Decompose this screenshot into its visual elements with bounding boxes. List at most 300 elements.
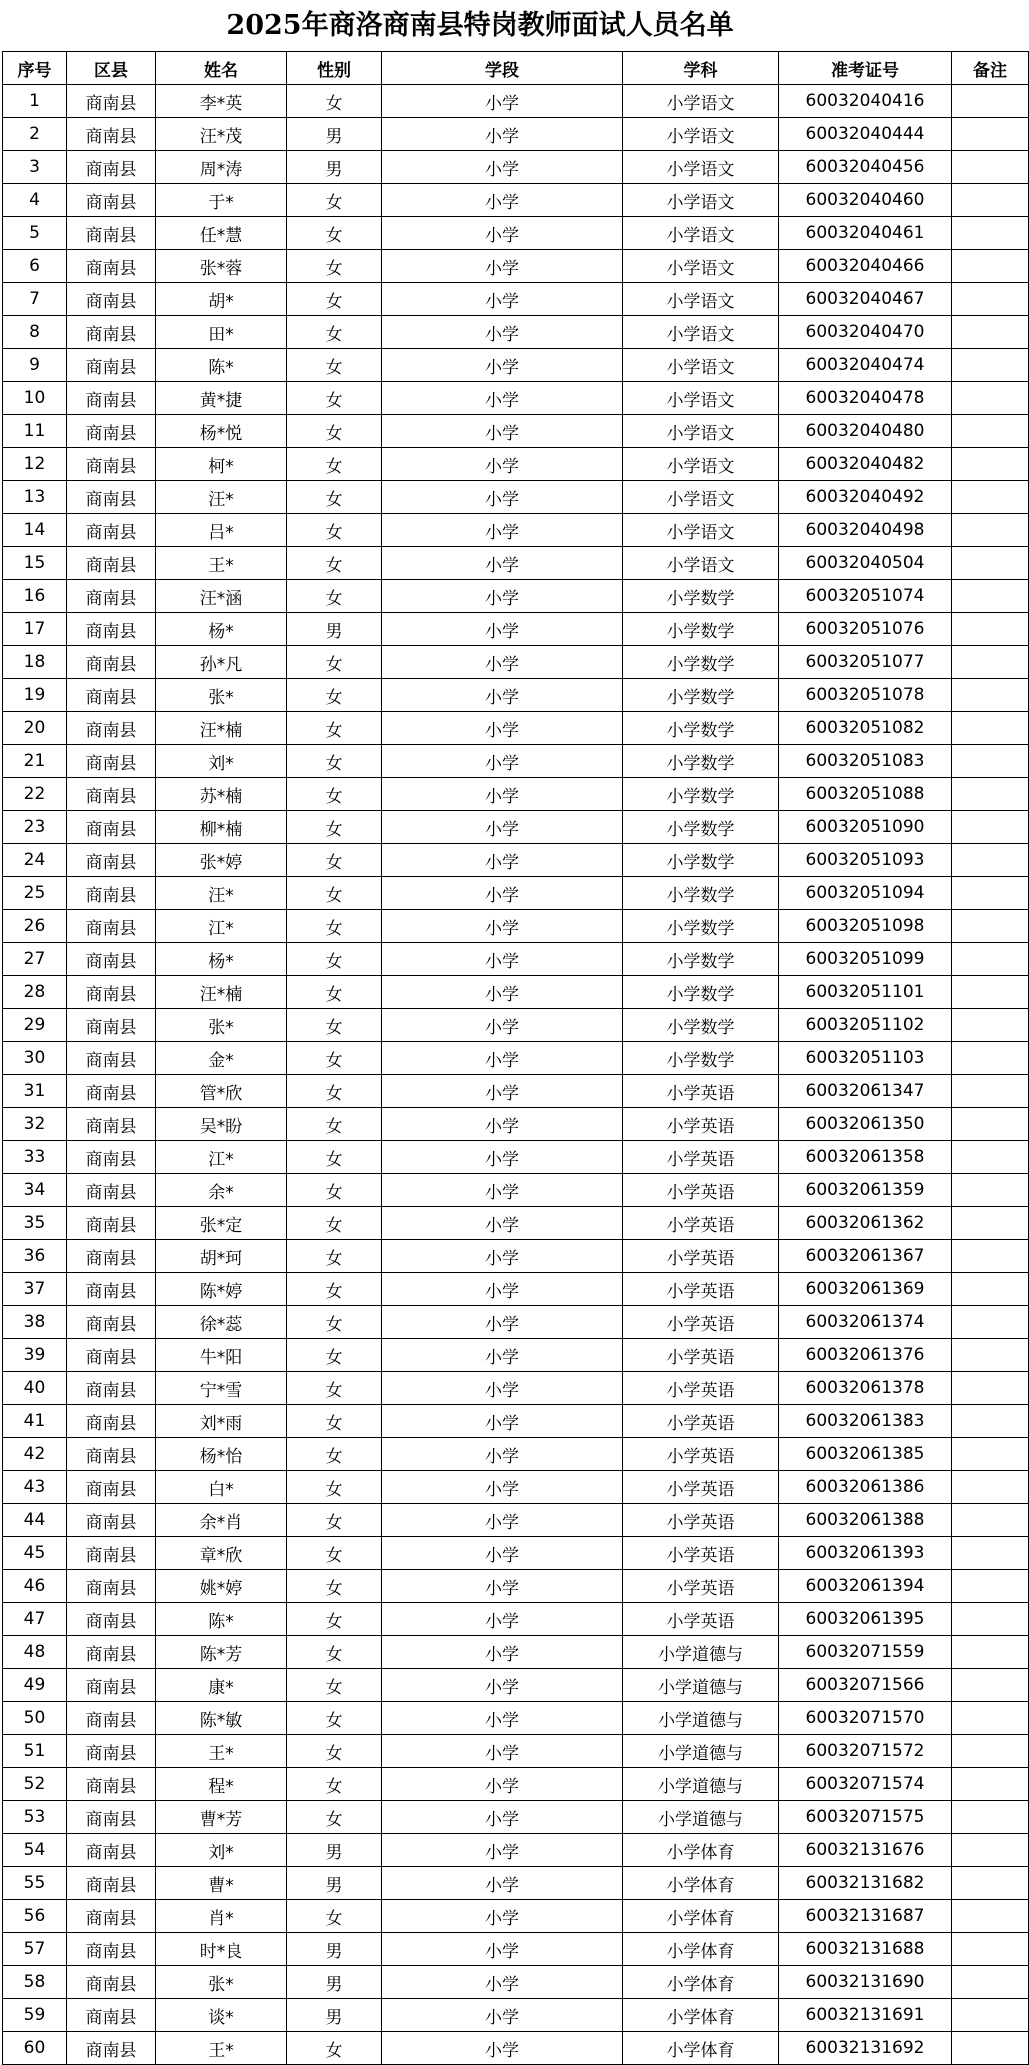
serial-number-cell: 19 bbox=[3, 679, 67, 712]
school-level-cell: 小学 bbox=[382, 1834, 623, 1867]
remarks-cell bbox=[952, 1702, 1029, 1735]
remarks-cell bbox=[952, 976, 1029, 1009]
remarks-cell bbox=[952, 118, 1029, 151]
school-level-cell: 小学 bbox=[382, 1372, 623, 1405]
subject-cell: 小学语文 bbox=[623, 382, 779, 415]
exam-ticket-number-cell: 60032061347 bbox=[779, 1075, 952, 1108]
school-level-cell: 小学 bbox=[382, 1999, 623, 2032]
county-cell: 商南县 bbox=[67, 1867, 156, 1900]
gender-cell: 女 bbox=[287, 1306, 382, 1339]
subject-cell: 小学语文 bbox=[623, 118, 779, 151]
name-cell: 肖* bbox=[156, 1900, 287, 1933]
school-level-cell: 小学 bbox=[382, 1042, 623, 1075]
name-cell: 任*慧 bbox=[156, 217, 287, 250]
name-cell: 王* bbox=[156, 547, 287, 580]
serial-number-cell: 39 bbox=[3, 1339, 67, 1372]
remarks-cell bbox=[952, 1735, 1029, 1768]
serial-number-cell: 15 bbox=[3, 547, 67, 580]
name-cell: 杨* bbox=[156, 613, 287, 646]
table-row bbox=[3, 316, 1029, 349]
serial-number-cell: 45 bbox=[3, 1537, 67, 1570]
table-row bbox=[3, 2032, 1029, 2065]
gender-cell: 女 bbox=[287, 1240, 382, 1273]
exam-ticket-number-cell: 60032040467 bbox=[779, 283, 952, 316]
table-row bbox=[3, 1438, 1029, 1471]
remarks-cell bbox=[952, 679, 1029, 712]
gender-cell: 女 bbox=[287, 514, 382, 547]
exam-ticket-number-cell: 60032051099 bbox=[779, 943, 952, 976]
subject-cell: 小学数学 bbox=[623, 1042, 779, 1075]
school-level-cell: 小学 bbox=[382, 85, 623, 118]
school-level-cell: 小学 bbox=[382, 679, 623, 712]
name-cell: 徐*蕊 bbox=[156, 1306, 287, 1339]
county-cell: 商南县 bbox=[67, 1966, 156, 1999]
county-cell: 商南县 bbox=[67, 382, 156, 415]
subject-cell: 小学数学 bbox=[623, 712, 779, 745]
table-row bbox=[3, 184, 1029, 217]
name-cell: 金* bbox=[156, 1042, 287, 1075]
name-cell: 杨*怡 bbox=[156, 1438, 287, 1471]
remarks-cell bbox=[952, 1273, 1029, 1306]
subject-cell: 小学语文 bbox=[623, 85, 779, 118]
table-row bbox=[3, 448, 1029, 481]
county-cell: 商南县 bbox=[67, 85, 156, 118]
serial-number-cell: 33 bbox=[3, 1141, 67, 1174]
exam-ticket-number-cell: 60032040461 bbox=[779, 217, 952, 250]
school-level-cell: 小学 bbox=[382, 415, 623, 448]
remarks-cell bbox=[952, 1801, 1029, 1834]
remarks-cell bbox=[952, 382, 1029, 415]
exam-ticket-number-cell: 60032061394 bbox=[779, 1570, 952, 1603]
subject-cell: 小学道德与 bbox=[623, 1636, 779, 1669]
school-level-cell: 小学 bbox=[382, 1471, 623, 1504]
exam-ticket-number-cell: 60032051102 bbox=[779, 1009, 952, 1042]
name-cell: 胡*珂 bbox=[156, 1240, 287, 1273]
header-gender: 性别 bbox=[287, 52, 382, 85]
remarks-cell bbox=[952, 514, 1029, 547]
table-row bbox=[3, 85, 1029, 118]
county-cell: 商南县 bbox=[67, 1900, 156, 1933]
page-title: 2025年商洛商南县特岗教师面试人员名单 bbox=[226, 10, 734, 41]
table-row bbox=[3, 1702, 1029, 1735]
name-cell: 田* bbox=[156, 316, 287, 349]
exam-ticket-number-cell: 60032040492 bbox=[779, 481, 952, 514]
exam-ticket-number-cell: 60032040482 bbox=[779, 448, 952, 481]
school-level-cell: 小学 bbox=[382, 1174, 623, 1207]
name-cell: 王* bbox=[156, 2032, 287, 2065]
name-cell: 李*英 bbox=[156, 85, 287, 118]
name-cell: 管*欣 bbox=[156, 1075, 287, 1108]
name-cell: 陈*婷 bbox=[156, 1273, 287, 1306]
subject-cell: 小学语文 bbox=[623, 283, 779, 316]
gender-cell: 女 bbox=[287, 349, 382, 382]
remarks-cell bbox=[952, 1042, 1029, 1075]
exam-ticket-number-cell: 60032071575 bbox=[779, 1801, 952, 1834]
exam-ticket-number-cell: 60032040504 bbox=[779, 547, 952, 580]
name-cell: 余*肖 bbox=[156, 1504, 287, 1537]
gender-cell: 女 bbox=[287, 1801, 382, 1834]
gender-cell: 女 bbox=[287, 1669, 382, 1702]
table-row bbox=[3, 415, 1029, 448]
remarks-cell bbox=[952, 613, 1029, 646]
county-cell: 商南县 bbox=[67, 1933, 156, 1966]
county-cell: 商南县 bbox=[67, 1669, 156, 1702]
school-level-cell: 小学 bbox=[382, 217, 623, 250]
remarks-cell bbox=[952, 1570, 1029, 1603]
remarks-cell bbox=[952, 349, 1029, 382]
gender-cell: 女 bbox=[287, 1108, 382, 1141]
table-row bbox=[3, 1900, 1029, 1933]
exam-ticket-number-cell: 60032131690 bbox=[779, 1966, 952, 1999]
county-cell: 商南县 bbox=[67, 1372, 156, 1405]
exam-ticket-number-cell: 60032051101 bbox=[779, 976, 952, 1009]
county-cell: 商南县 bbox=[67, 877, 156, 910]
gender-cell: 女 bbox=[287, 976, 382, 1009]
school-level-cell: 小学 bbox=[382, 877, 623, 910]
exam-ticket-number-cell: 60032061388 bbox=[779, 1504, 952, 1537]
table-body bbox=[3, 85, 1029, 2065]
table-row bbox=[3, 1075, 1029, 1108]
name-cell: 胡* bbox=[156, 283, 287, 316]
serial-number-cell: 40 bbox=[3, 1372, 67, 1405]
name-cell: 时*良 bbox=[156, 1933, 287, 1966]
gender-cell: 女 bbox=[287, 316, 382, 349]
school-level-cell: 小学 bbox=[382, 1009, 623, 1042]
county-cell: 商南县 bbox=[67, 1834, 156, 1867]
serial-number-cell: 36 bbox=[3, 1240, 67, 1273]
table-row bbox=[3, 1999, 1029, 2032]
gender-cell: 女 bbox=[287, 1075, 382, 1108]
serial-number-cell: 50 bbox=[3, 1702, 67, 1735]
county-cell: 商南县 bbox=[67, 547, 156, 580]
name-cell: 汪*涵 bbox=[156, 580, 287, 613]
exam-ticket-number-cell: 60032040480 bbox=[779, 415, 952, 448]
gender-cell: 女 bbox=[287, 1636, 382, 1669]
exam-ticket-number-cell: 60032051088 bbox=[779, 778, 952, 811]
exam-ticket-number-cell: 60032040478 bbox=[779, 382, 952, 415]
school-level-cell: 小学 bbox=[382, 613, 623, 646]
subject-cell: 小学英语 bbox=[623, 1603, 779, 1636]
county-cell: 商南县 bbox=[67, 481, 156, 514]
name-cell: 陈*敏 bbox=[156, 1702, 287, 1735]
exam-ticket-number-cell: 60032061385 bbox=[779, 1438, 952, 1471]
gender-cell: 女 bbox=[287, 1207, 382, 1240]
serial-number-cell: 2 bbox=[3, 118, 67, 151]
county-cell: 商南县 bbox=[67, 2032, 156, 2065]
name-cell: 宁*雪 bbox=[156, 1372, 287, 1405]
subject-cell: 小学数学 bbox=[623, 943, 779, 976]
school-level-cell: 小学 bbox=[382, 1141, 623, 1174]
gender-cell: 女 bbox=[287, 1372, 382, 1405]
gender-cell: 女 bbox=[287, 1042, 382, 1075]
subject-cell: 小学英语 bbox=[623, 1306, 779, 1339]
gender-cell: 女 bbox=[287, 1702, 382, 1735]
remarks-cell bbox=[952, 316, 1029, 349]
school-level-cell: 小学 bbox=[382, 1405, 623, 1438]
name-cell: 张*定 bbox=[156, 1207, 287, 1240]
subject-cell: 小学语文 bbox=[623, 250, 779, 283]
gender-cell: 女 bbox=[287, 1504, 382, 1537]
table-row bbox=[3, 1207, 1029, 1240]
header-remarks: 备注 bbox=[952, 52, 1029, 85]
serial-number-cell: 22 bbox=[3, 778, 67, 811]
remarks-cell bbox=[952, 910, 1029, 943]
subject-cell: 小学英语 bbox=[623, 1570, 779, 1603]
subject-cell: 小学语文 bbox=[623, 448, 779, 481]
table-row bbox=[3, 1966, 1029, 1999]
remarks-cell bbox=[952, 1306, 1029, 1339]
serial-number-cell: 53 bbox=[3, 1801, 67, 1834]
remarks-cell bbox=[952, 1537, 1029, 1570]
gender-cell: 女 bbox=[287, 1141, 382, 1174]
gender-cell: 女 bbox=[287, 1339, 382, 1372]
table-row bbox=[3, 712, 1029, 745]
gender-cell: 男 bbox=[287, 1834, 382, 1867]
name-cell: 刘* bbox=[156, 1834, 287, 1867]
county-cell: 商南县 bbox=[67, 316, 156, 349]
remarks-cell bbox=[952, 547, 1029, 580]
gender-cell: 女 bbox=[287, 811, 382, 844]
name-cell: 谈* bbox=[156, 1999, 287, 2032]
header-serial-number: 序号 bbox=[3, 52, 67, 85]
school-level-cell: 小学 bbox=[382, 1636, 623, 1669]
county-cell: 商南县 bbox=[67, 679, 156, 712]
gender-cell: 男 bbox=[287, 613, 382, 646]
exam-ticket-number-cell: 60032051094 bbox=[779, 877, 952, 910]
serial-number-cell: 42 bbox=[3, 1438, 67, 1471]
subject-cell: 小学数学 bbox=[623, 976, 779, 1009]
school-level-cell: 小学 bbox=[382, 1339, 623, 1372]
serial-number-cell: 48 bbox=[3, 1636, 67, 1669]
name-cell: 吴*盼 bbox=[156, 1108, 287, 1141]
table-row bbox=[3, 1174, 1029, 1207]
remarks-cell bbox=[952, 481, 1029, 514]
serial-number-cell: 38 bbox=[3, 1306, 67, 1339]
table-row bbox=[3, 1504, 1029, 1537]
exam-ticket-number-cell: 60032040456 bbox=[779, 151, 952, 184]
serial-number-cell: 12 bbox=[3, 448, 67, 481]
subject-cell: 小学道德与 bbox=[623, 1735, 779, 1768]
serial-number-cell: 47 bbox=[3, 1603, 67, 1636]
name-cell: 曹*芳 bbox=[156, 1801, 287, 1834]
exam-ticket-number-cell: 60032040444 bbox=[779, 118, 952, 151]
gender-cell: 女 bbox=[287, 910, 382, 943]
table-row bbox=[3, 250, 1029, 283]
county-cell: 商南县 bbox=[67, 1603, 156, 1636]
remarks-cell bbox=[952, 1141, 1029, 1174]
county-cell: 商南县 bbox=[67, 1306, 156, 1339]
serial-number-cell: 51 bbox=[3, 1735, 67, 1768]
subject-cell: 小学英语 bbox=[623, 1207, 779, 1240]
subject-cell: 小学语文 bbox=[623, 415, 779, 448]
county-cell: 商南县 bbox=[67, 811, 156, 844]
subject-cell: 小学数学 bbox=[623, 877, 779, 910]
remarks-cell bbox=[952, 943, 1029, 976]
school-level-cell: 小学 bbox=[382, 184, 623, 217]
name-cell: 刘* bbox=[156, 745, 287, 778]
table-row bbox=[3, 1042, 1029, 1075]
school-level-cell: 小学 bbox=[382, 1207, 623, 1240]
school-level-cell: 小学 bbox=[382, 283, 623, 316]
name-cell: 余* bbox=[156, 1174, 287, 1207]
subject-cell: 小学英语 bbox=[623, 1405, 779, 1438]
county-cell: 商南县 bbox=[67, 1636, 156, 1669]
gender-cell: 女 bbox=[287, 712, 382, 745]
serial-number-cell: 11 bbox=[3, 415, 67, 448]
county-cell: 商南县 bbox=[67, 976, 156, 1009]
gender-cell: 女 bbox=[287, 1009, 382, 1042]
name-cell: 程* bbox=[156, 1768, 287, 1801]
county-cell: 商南县 bbox=[67, 745, 156, 778]
name-cell: 陈* bbox=[156, 349, 287, 382]
remarks-cell bbox=[952, 1207, 1029, 1240]
table-row bbox=[3, 646, 1029, 679]
remarks-cell bbox=[952, 1174, 1029, 1207]
school-level-cell: 小学 bbox=[382, 1603, 623, 1636]
gender-cell: 女 bbox=[287, 1735, 382, 1768]
header-county: 区县 bbox=[67, 52, 156, 85]
county-cell: 商南县 bbox=[67, 349, 156, 382]
gender-cell: 女 bbox=[287, 1900, 382, 1933]
subject-cell: 小学语文 bbox=[623, 217, 779, 250]
subject-cell: 小学体育 bbox=[623, 1834, 779, 1867]
name-cell: 白* bbox=[156, 1471, 287, 1504]
name-cell: 张*婷 bbox=[156, 844, 287, 877]
county-cell: 商南县 bbox=[67, 514, 156, 547]
subject-cell: 小学数学 bbox=[623, 910, 779, 943]
gender-cell: 女 bbox=[287, 745, 382, 778]
serial-number-cell: 5 bbox=[3, 217, 67, 250]
exam-ticket-number-cell: 60032131687 bbox=[779, 1900, 952, 1933]
table-row bbox=[3, 1471, 1029, 1504]
name-cell: 张* bbox=[156, 679, 287, 712]
name-cell: 陈* bbox=[156, 1603, 287, 1636]
school-level-cell: 小学 bbox=[382, 481, 623, 514]
county-cell: 商南县 bbox=[67, 1735, 156, 1768]
remarks-cell bbox=[952, 745, 1029, 778]
school-level-cell: 小学 bbox=[382, 1669, 623, 1702]
remarks-cell bbox=[952, 1075, 1029, 1108]
subject-cell: 小学体育 bbox=[623, 1933, 779, 1966]
county-cell: 商南县 bbox=[67, 613, 156, 646]
serial-number-cell: 41 bbox=[3, 1405, 67, 1438]
remarks-cell bbox=[952, 1108, 1029, 1141]
remarks-cell bbox=[952, 1999, 1029, 2032]
subject-cell: 小学英语 bbox=[623, 1339, 779, 1372]
remarks-cell bbox=[952, 250, 1029, 283]
exam-ticket-number-cell: 60032131688 bbox=[779, 1933, 952, 1966]
serial-number-cell: 4 bbox=[3, 184, 67, 217]
header-exam-ticket-number: 准考证号 bbox=[779, 52, 952, 85]
subject-cell: 小学英语 bbox=[623, 1537, 779, 1570]
remarks-cell bbox=[952, 1240, 1029, 1273]
table-row bbox=[3, 976, 1029, 1009]
table-row bbox=[3, 1669, 1029, 1702]
school-level-cell: 小学 bbox=[382, 2032, 623, 2065]
subject-cell: 小学英语 bbox=[623, 1075, 779, 1108]
exam-ticket-number-cell: 60032131692 bbox=[779, 2032, 952, 2065]
serial-number-cell: 34 bbox=[3, 1174, 67, 1207]
serial-number-cell: 58 bbox=[3, 1966, 67, 1999]
gender-cell: 女 bbox=[287, 1174, 382, 1207]
name-cell: 于* bbox=[156, 184, 287, 217]
county-cell: 商南县 bbox=[67, 580, 156, 613]
subject-cell: 小学语文 bbox=[623, 514, 779, 547]
subject-cell: 小学道德与 bbox=[623, 1768, 779, 1801]
name-cell: 章*欣 bbox=[156, 1537, 287, 1570]
gender-cell: 女 bbox=[287, 415, 382, 448]
serial-number-cell: 21 bbox=[3, 745, 67, 778]
table-row bbox=[3, 877, 1029, 910]
remarks-cell bbox=[952, 217, 1029, 250]
subject-cell: 小学英语 bbox=[623, 1273, 779, 1306]
county-cell: 商南县 bbox=[67, 1207, 156, 1240]
gender-cell: 女 bbox=[287, 382, 382, 415]
school-level-cell: 小学 bbox=[382, 1306, 623, 1339]
table-row bbox=[3, 844, 1029, 877]
serial-number-cell: 37 bbox=[3, 1273, 67, 1306]
exam-ticket-number-cell: 60032051077 bbox=[779, 646, 952, 679]
table-row bbox=[3, 811, 1029, 844]
exam-ticket-number-cell: 60032071572 bbox=[779, 1735, 952, 1768]
serial-number-cell: 25 bbox=[3, 877, 67, 910]
name-cell: 陈*芳 bbox=[156, 1636, 287, 1669]
gender-cell: 男 bbox=[287, 1966, 382, 1999]
table-row bbox=[3, 1570, 1029, 1603]
table-row bbox=[3, 1768, 1029, 1801]
subject-cell: 小学道德与 bbox=[623, 1801, 779, 1834]
remarks-cell bbox=[952, 1834, 1029, 1867]
serial-number-cell: 46 bbox=[3, 1570, 67, 1603]
county-cell: 商南县 bbox=[67, 151, 156, 184]
gender-cell: 女 bbox=[287, 547, 382, 580]
gender-cell: 女 bbox=[287, 481, 382, 514]
serial-number-cell: 30 bbox=[3, 1042, 67, 1075]
county-cell: 商南县 bbox=[67, 646, 156, 679]
school-level-cell: 小学 bbox=[382, 118, 623, 151]
header-name: 姓名 bbox=[156, 52, 287, 85]
remarks-cell bbox=[952, 151, 1029, 184]
table-row bbox=[3, 1933, 1029, 1966]
subject-cell: 小学数学 bbox=[623, 646, 779, 679]
remarks-cell bbox=[952, 1438, 1029, 1471]
school-level-cell: 小学 bbox=[382, 448, 623, 481]
header-subject: 学科 bbox=[623, 52, 779, 85]
subject-cell: 小学道德与 bbox=[623, 1669, 779, 1702]
gender-cell: 女 bbox=[287, 1537, 382, 1570]
name-cell: 吕* bbox=[156, 514, 287, 547]
exam-ticket-number-cell: 60032040416 bbox=[779, 85, 952, 118]
remarks-cell bbox=[952, 85, 1029, 118]
school-level-cell: 小学 bbox=[382, 1075, 623, 1108]
serial-number-cell: 16 bbox=[3, 580, 67, 613]
table-row bbox=[3, 1240, 1029, 1273]
subject-cell: 小学英语 bbox=[623, 1504, 779, 1537]
county-cell: 商南县 bbox=[67, 943, 156, 976]
school-level-cell: 小学 bbox=[382, 844, 623, 877]
table-row bbox=[3, 1009, 1029, 1042]
county-cell: 商南县 bbox=[67, 1702, 156, 1735]
school-level-cell: 小学 bbox=[382, 811, 623, 844]
subject-cell: 小学数学 bbox=[623, 778, 779, 811]
name-cell: 刘*雨 bbox=[156, 1405, 287, 1438]
exam-ticket-number-cell: 60032051098 bbox=[779, 910, 952, 943]
name-cell: 张* bbox=[156, 1009, 287, 1042]
table-row bbox=[3, 514, 1029, 547]
serial-number-cell: 7 bbox=[3, 283, 67, 316]
remarks-cell bbox=[952, 1504, 1029, 1537]
county-cell: 商南县 bbox=[67, 283, 156, 316]
